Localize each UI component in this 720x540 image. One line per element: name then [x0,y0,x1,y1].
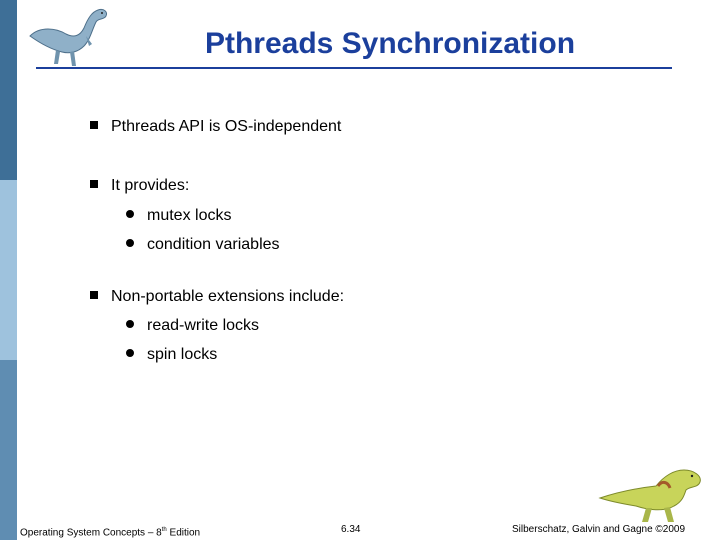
round-bullet-icon [126,239,134,247]
sidebar-segment [0,180,17,360]
sidebar-segment [0,360,17,540]
sub-bullet-text: spin locks [147,346,218,363]
sidebar-stripe [0,0,17,540]
bullet-text: Non-portable extensions include: [111,288,345,305]
bullet-text: Pthreads API is OS-independent [111,118,342,135]
dinosaur-logo-icon [26,6,112,68]
sidebar-segment [0,0,17,180]
round-bullet-icon [126,210,134,218]
footer-book [20,523,200,540]
sub-bullet-text: condition variables [147,236,280,253]
footer-book-suffix: Edition [166,527,201,539]
footer-book-prefix: Operating System Concepts – 8 [20,527,162,539]
bullet-text: It provides: [111,177,190,194]
sub-bullet-text: mutex locks [147,207,232,224]
sub-bullet-item [126,206,231,226]
square-bullet-icon [90,121,98,129]
sub-bullet-item [126,235,280,255]
footer-book-superscript: th [161,527,167,533]
bullet-item [90,176,189,196]
bullet-item [90,117,341,137]
square-bullet-icon [90,291,98,299]
footer-page-number: 6.34 [341,524,361,535]
slide-title: Pthreads Synchronization [204,27,576,60]
sub-bullet-text: read-write locks [147,317,260,334]
sub-bullet-item [126,316,259,336]
dinosaur-illustration-icon [598,462,710,526]
title-rule [36,67,672,69]
square-bullet-icon [90,180,98,188]
round-bullet-icon [126,320,134,328]
bullet-item [90,287,344,307]
sub-bullet-item [126,345,217,365]
round-bullet-icon [126,349,134,357]
footer-copyright: Silberschatz, Galvin and Gagne ©2009 [512,524,686,535]
